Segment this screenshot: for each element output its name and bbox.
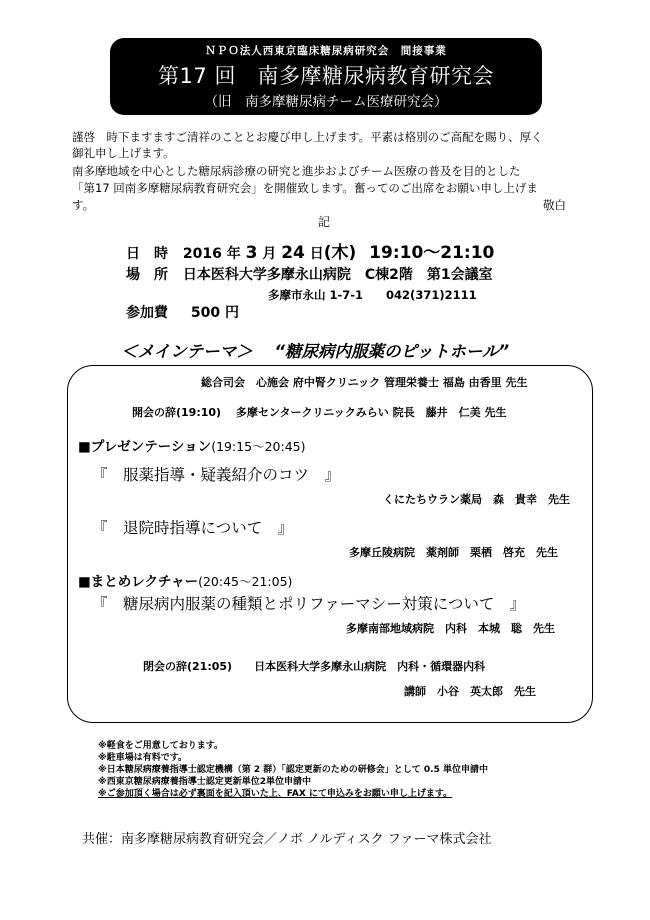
- event-place-row: [126, 264, 493, 284]
- note-item: ※日本糖尿病療養指導士認定機構（第 2 群）「認定更新のための研修会」として 0.5 単位申請中: [98, 765, 488, 775]
- presentation-time: (19:15～20:45): [211, 439, 306, 454]
- lecture-heading: [78, 570, 292, 590]
- notes: [98, 740, 488, 800]
- presentation-label: ■プレゼンテーション: [78, 439, 212, 455]
- talk-3-speaker: 多摩南部地域病院 内科 本城 聡 先生: [346, 622, 555, 635]
- event-date-row: [126, 238, 494, 263]
- opening-line: 開会の辞(19:10) 多摩センタークリニックみらい 院長 藤井 仁美 先生: [132, 406, 507, 419]
- main-theme: [121, 338, 509, 362]
- intro-line-5: す。: [72, 198, 95, 212]
- note-item: ※駐車場は有料です。: [98, 753, 188, 763]
- presentation-heading: [78, 435, 306, 455]
- note-item: ※軽食をご用意しております。: [98, 741, 224, 751]
- closing-word: 敬白: [543, 198, 566, 212]
- intro-line-1: 謹啓 時下ますますご清祥のこととお慶び申し上げます。平素は格別のご高配を賜り、厚く: [72, 130, 543, 144]
- theme-label: ＜メインテーマ＞: [121, 342, 253, 361]
- date-label: 日 時: [126, 246, 168, 262]
- closing-line: 閉会の辞(21:05) 日本医科大学多摩永山病院 内科・循環器内科: [143, 660, 486, 673]
- date-day-unit: 日: [309, 246, 324, 262]
- event-fee-row: [126, 302, 239, 322]
- date-day: 24: [281, 243, 305, 263]
- date-month: 3: [245, 243, 258, 263]
- note-item: ※西東京糖尿病療養指導士認定更新単位2単位申請中: [98, 777, 312, 787]
- theme-title: “糖尿病内服薬のピットホール”: [274, 342, 510, 361]
- note-item: ※ご参加頂く場合は必ず裏面を記入頂いた上、FAX にて申込みをお願い申し上げます。: [98, 789, 453, 799]
- ki-label: 記: [318, 215, 331, 229]
- lecture-time: (20:45～21:05): [198, 574, 293, 589]
- event-time: 19:10～21:10: [369, 243, 495, 263]
- lecture-label: ■まとめレクチャー: [78, 574, 199, 590]
- talk-2-speaker: 多摩丘陵病院 薬剤師 栗栖 啓充 先生: [349, 546, 558, 559]
- place-name: 日本医科大学多摩永山病院 C棟2階 第1会議室: [182, 267, 493, 283]
- page-subtitle: （旧 南多摩糖尿病チーム医療研究会）: [204, 94, 448, 110]
- talk-1-speaker: くにたちウラン薬局 森 貴幸 先生: [383, 493, 570, 506]
- place-label: 場 所: [126, 267, 168, 283]
- organizer-line: ＮＰＯ法人西東京臨床糖尿病研究会 間接事業: [205, 45, 447, 57]
- talk-1-title: 『 服薬指導・疑義紹介のコツ 』: [92, 466, 341, 484]
- mc-line: 総合司会 心施会 府中腎クリニック 管理栄養士 福島 由香里 先生: [201, 376, 528, 389]
- header-banner: [110, 38, 542, 115]
- intro-line-4: 「第17 回南多摩糖尿病教育研究会」を開催致します。奮ってのご出席をお願い申し上げま: [72, 181, 538, 195]
- date-month-unit: 月: [262, 246, 277, 262]
- intro-line-2: 御礼申し上げます。: [72, 146, 175, 160]
- talk-2-title: 『 退院時指導について 』: [92, 519, 294, 537]
- talk-3-title: 『 糖尿病内服薬の種類とポリファーマシー対策について 』: [92, 595, 526, 613]
- date-year: 2016 年: [182, 246, 241, 262]
- page-title: 第17 回 南多摩糖尿病教育研究会: [158, 64, 494, 88]
- address: 多摩市永山 1-7-1 042(371)2111: [268, 288, 477, 302]
- date-weekday: (木): [323, 243, 357, 263]
- intro-line-3: 南多摩地域を中心とした糖尿病診療の研究と進歩およびチーム医療の普及を目的とした: [72, 164, 521, 178]
- fee-label: 参加費: [126, 305, 168, 321]
- closing-speaker: 講師 小谷 英太郎 先生: [404, 685, 536, 698]
- co-sponsor-footer: 共催：南多摩糖尿病教育研究会／ノボ ノルディスク ファーマ株式会社: [82, 832, 492, 847]
- fee-value: 500 円: [190, 305, 239, 321]
